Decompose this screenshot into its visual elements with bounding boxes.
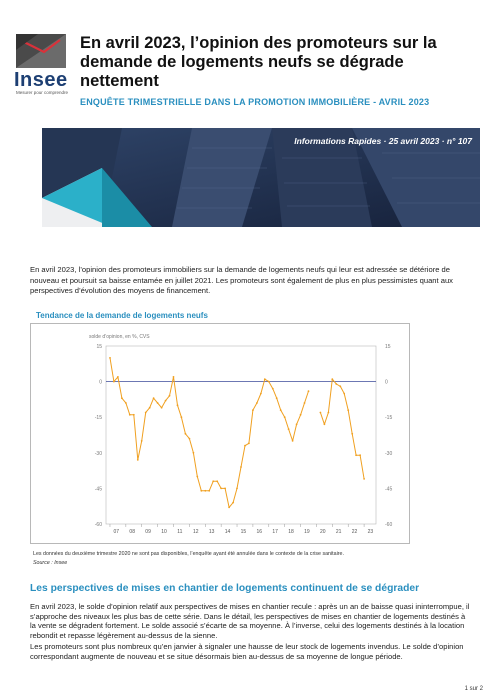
data-point bbox=[145, 412, 147, 414]
data-point bbox=[288, 428, 290, 430]
right-y-tick-label: 0 bbox=[385, 379, 388, 386]
demand-trend-chart bbox=[31, 324, 409, 543]
data-point bbox=[189, 438, 191, 440]
x-tick-label: 17 bbox=[272, 529, 278, 535]
data-point bbox=[339, 385, 341, 387]
paragraph-2: Les promoteurs sont plus nombreux qu’en janvier à signaler une hausse de leur stock de logements invendus. Le solde d’opinion correspondant augmente de nouveau et se situe désormais bien au-dessus de sa moyenne de longue période. bbox=[30, 642, 464, 661]
data-point bbox=[308, 390, 310, 392]
x-tick-label: 19 bbox=[304, 529, 310, 535]
x-tick-label: 21 bbox=[335, 529, 342, 535]
data-point bbox=[169, 395, 171, 397]
data-point bbox=[347, 409, 349, 411]
data-point bbox=[125, 402, 127, 404]
x-tick-label: 13 bbox=[208, 529, 215, 535]
data-point bbox=[272, 388, 274, 390]
data-point bbox=[200, 490, 202, 492]
data-point bbox=[165, 400, 167, 402]
data-point bbox=[185, 433, 187, 435]
data-point bbox=[304, 402, 306, 404]
x-tick-label: 15 bbox=[240, 529, 247, 535]
data-point bbox=[296, 423, 298, 425]
chart-source: Source : Insee bbox=[33, 560, 68, 566]
data-point bbox=[248, 442, 250, 444]
data-point bbox=[153, 397, 155, 399]
chart-title: Tendance de la demande de logements neufs bbox=[36, 311, 208, 320]
data-point bbox=[276, 397, 278, 399]
y-tick-label: 15 bbox=[96, 344, 102, 350]
data-point bbox=[335, 383, 337, 385]
data-point bbox=[228, 507, 230, 509]
right-y-tick-label: 15 bbox=[385, 344, 391, 350]
data-point bbox=[208, 490, 210, 492]
data-point bbox=[117, 376, 119, 378]
logo-tagline: Mesurer pour comprendre bbox=[16, 90, 69, 95]
data-point bbox=[292, 440, 294, 442]
series-line-segment bbox=[320, 379, 364, 479]
logo-emblem bbox=[16, 34, 66, 68]
x-tick-label: 18 bbox=[288, 529, 294, 535]
data-point bbox=[324, 423, 326, 425]
right-y-tick-label: -15 bbox=[385, 415, 393, 422]
y-tick-label: -45 bbox=[94, 486, 102, 493]
insee-logo bbox=[12, 34, 70, 94]
data-point bbox=[137, 459, 139, 461]
x-tick-label: 11 bbox=[177, 529, 183, 535]
data-point bbox=[252, 409, 254, 411]
x-tick-label: 09 bbox=[145, 529, 151, 535]
right-y-tick-label: -45 bbox=[385, 486, 393, 493]
chart-container bbox=[30, 323, 410, 544]
x-tick-label: 14 bbox=[224, 529, 231, 535]
intro-paragraph: En avril 2023, l’opinion des promoteurs immobiliers sur la demande de logements neufs qui leur est adressée se détériore de nouveau et poursuit sa baisse entamée en juillet 2021. Les promoteurs sont également de plus en plus pessimistes quant aux perspectives d’évolution des moyens de financement. bbox=[30, 265, 453, 296]
page-number: 1 sur 2 bbox=[464, 686, 483, 692]
plot-frame bbox=[106, 346, 376, 524]
data-point bbox=[216, 480, 218, 482]
data-point bbox=[284, 416, 286, 418]
data-point bbox=[244, 445, 246, 447]
chart-note: Les données du deuxième trimestre 2020 ne sont pas disponibles, l’enquête ayant été annulée dans le contexte de la crise sanitaire. bbox=[33, 551, 344, 557]
data-point bbox=[328, 412, 330, 414]
data-point bbox=[212, 480, 214, 482]
x-tick-label: 20 bbox=[320, 529, 326, 535]
data-point bbox=[149, 407, 151, 409]
data-point bbox=[113, 381, 115, 383]
data-point bbox=[300, 414, 302, 416]
x-tick-label: 22 bbox=[351, 529, 358, 535]
data-point bbox=[363, 478, 365, 480]
data-point bbox=[232, 502, 234, 504]
data-point bbox=[133, 414, 135, 416]
x-tick-label: 16 bbox=[256, 529, 263, 535]
data-point bbox=[240, 466, 242, 468]
data-point bbox=[260, 393, 262, 395]
page-title: En avril 2023, l’opinion des promoteurs sur la demande de logements neufs se dégrade nettement bbox=[80, 34, 437, 90]
data-point bbox=[280, 409, 282, 411]
data-point bbox=[161, 407, 163, 409]
x-tick-label: 12 bbox=[192, 529, 199, 535]
x-tick-label: 10 bbox=[161, 529, 167, 535]
data-point bbox=[236, 488, 238, 490]
data-point bbox=[177, 404, 179, 406]
series-line-segment bbox=[110, 358, 309, 508]
y-tick-label: -30 bbox=[94, 450, 102, 457]
publication-info: Informations Rapides · 25 avril 2023 · n° 107 bbox=[294, 136, 472, 146]
data-point bbox=[331, 378, 333, 380]
data-point bbox=[173, 376, 175, 378]
right-y-tick-label: -60 bbox=[385, 522, 393, 528]
data-point bbox=[193, 452, 195, 454]
data-point bbox=[359, 454, 361, 456]
data-point bbox=[264, 378, 266, 380]
data-point bbox=[109, 357, 111, 359]
data-point bbox=[268, 381, 270, 383]
page-subtitle: ENQUÊTE TRIMESTRIELLE DANS LA PROMOTION IMMOBILIÈRE - AVRIL 2023 bbox=[80, 97, 430, 107]
logo-wordmark: Insee bbox=[14, 69, 68, 91]
data-point bbox=[351, 433, 353, 435]
data-point bbox=[220, 488, 222, 490]
data-point bbox=[343, 393, 345, 395]
data-point bbox=[224, 488, 226, 490]
y-axis-label: solde d’opinion, en %, CVS bbox=[89, 334, 150, 340]
y-tick-label: 0 bbox=[99, 379, 102, 386]
data-point bbox=[204, 490, 206, 492]
data-point bbox=[196, 476, 198, 478]
right-y-tick-label: -30 bbox=[385, 450, 393, 457]
data-point bbox=[157, 402, 159, 404]
paragraph-1: En avril 2023, le solde d’opinion relatif aux perspectives de mises en chantier recule : après un an de baisse quasi ininterrompue, il s’approche des niveaux les plus bas de cette série. Dans le détail, les perspectives de mises en chantier de logements destinés à la vente se dégradent fortement. Le solde associé s’écarte de sa moyenne. À l’inverse, celui des logements destinés à la location rebondit et repasse légèrement au-dessus de la sienne. bbox=[30, 602, 470, 640]
data-point bbox=[129, 414, 131, 416]
x-tick-label: 23 bbox=[367, 529, 374, 535]
x-tick-label: 08 bbox=[129, 529, 135, 535]
data-point bbox=[141, 440, 143, 442]
y-tick-label: -60 bbox=[94, 522, 102, 528]
data-point bbox=[256, 402, 258, 404]
y-tick-label: -15 bbox=[94, 415, 102, 422]
data-point bbox=[181, 416, 183, 418]
x-tick-label: 07 bbox=[113, 529, 120, 535]
data-point bbox=[121, 397, 123, 399]
data-point bbox=[355, 454, 357, 456]
data-point bbox=[320, 412, 322, 414]
header-banner bbox=[42, 128, 480, 227]
section-heading: Les perspectives de mises en chantier de logements continuent de se dégrader bbox=[30, 583, 420, 594]
